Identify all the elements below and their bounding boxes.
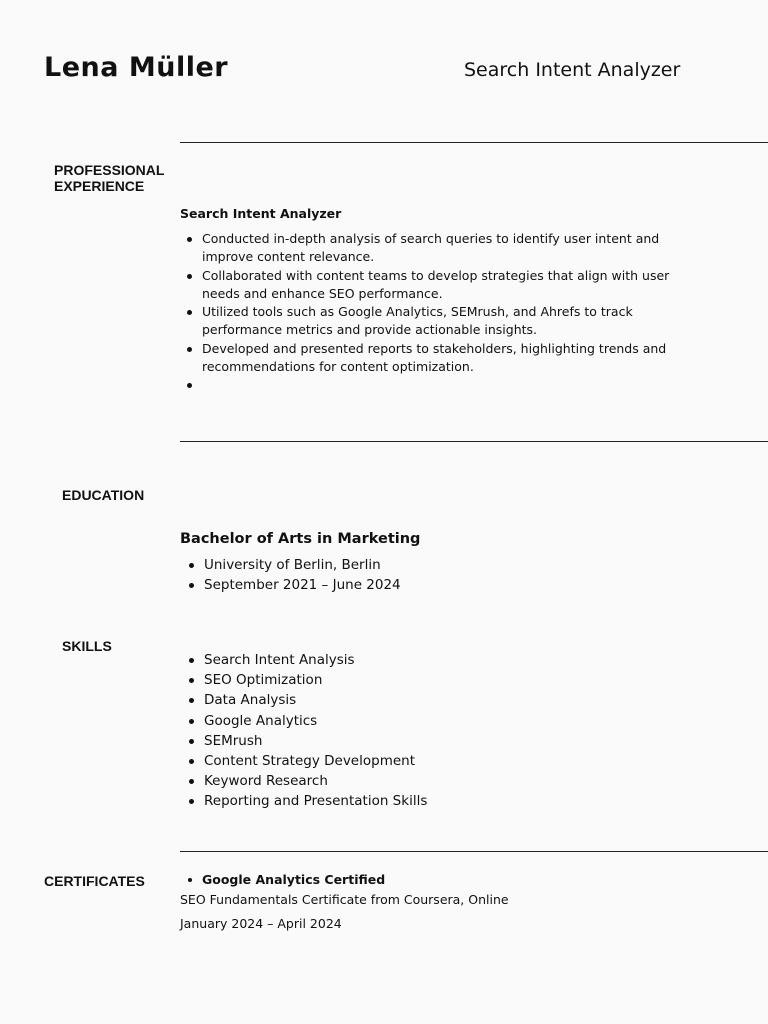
job-title: Search Intent Analyzer [180, 206, 342, 221]
experience-bullet: Collaborated with content teams to develop strategies that align with user needs and enhance SEO performance. [180, 267, 710, 304]
degree-title: Bachelor of Arts in Marketing [180, 531, 421, 547]
section-divider [180, 142, 768, 143]
skill-item: Data Analysis [182, 690, 427, 710]
section-divider [180, 441, 768, 442]
skill-item: Content Strategy Development [182, 751, 427, 771]
education-item: University of Berlin, Berlin [182, 555, 401, 575]
education-label: EDUCATION [62, 487, 145, 503]
skill-item: Google Analytics [182, 711, 427, 731]
skills-list [182, 650, 427, 812]
skill-item: Keyword Research [182, 771, 427, 791]
skill-item: Reporting and Presentation Skills [182, 791, 427, 811]
experience-bullet-empty [180, 376, 710, 394]
education-list [182, 555, 401, 595]
experience-bullet: Utilized tools such as Google Analytics, SEMrush, and Ahrefs to track performance metrics and provide actionable insights. [180, 303, 710, 340]
experience-bullet: Conducted in-depth analysis of search queries to identify user intent and improve content relevance. [180, 230, 710, 267]
experience-label [54, 162, 164, 194]
certificates-list [180, 871, 385, 889]
certificate-title: Google Analytics Certified [180, 871, 385, 889]
section-divider [180, 851, 768, 852]
education-item: September 2021 – June 2024 [182, 575, 401, 595]
experience-label-line1: PROFESSIONAL [54, 162, 165, 178]
experience-bullet: Developed and presented reports to stakeholders, highlighting trends and recommendations for content optimization. [180, 340, 710, 377]
certificate-dates: January 2024 – April 2024 [180, 916, 342, 931]
skill-item: SEMrush [182, 731, 427, 751]
experience-bullets [180, 230, 710, 394]
skill-item: Search Intent Analysis [182, 650, 427, 670]
experience-label-line2: EXPERIENCE [54, 178, 145, 194]
candidate-role: Search Intent Analyzer [464, 59, 681, 81]
skills-label: SKILLS [62, 638, 112, 654]
certificates-label: CERTIFICATES [44, 873, 145, 889]
candidate-name: Lena Müller [44, 52, 229, 83]
skill-item: SEO Optimization [182, 670, 427, 690]
certificate-detail: SEO Fundamentals Certificate from Coursera, Online [180, 892, 509, 907]
